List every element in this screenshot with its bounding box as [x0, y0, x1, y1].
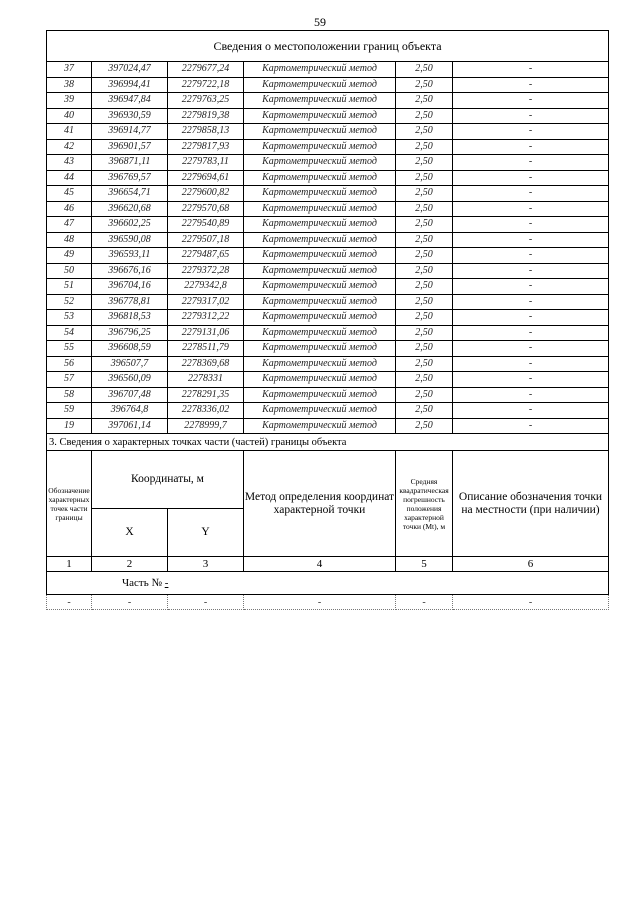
column-number: 3 [168, 557, 244, 572]
point-number-cell: 57 [47, 372, 92, 388]
table-row [47, 124, 609, 140]
table-row [47, 325, 609, 341]
description-cell: - [453, 248, 609, 264]
table-row [47, 248, 609, 264]
method-cell: Картометрический метод [244, 356, 396, 372]
point-number-cell: 41 [47, 124, 92, 140]
description-cell: - [453, 341, 609, 357]
column-number: 6 [453, 557, 609, 572]
y-coord-cell: 2278999,7 [168, 418, 244, 434]
description-cell: - [453, 294, 609, 310]
table-row [47, 356, 609, 372]
y-coord-cell: 2279819,38 [168, 108, 244, 124]
y-coord-cell: 2279858,13 [168, 124, 244, 140]
point-number-cell: 47 [47, 217, 92, 233]
x-coord-cell: 396654,71 [92, 186, 168, 202]
y-coord-cell: 2279677,24 [168, 62, 244, 78]
description-cell: - [453, 232, 609, 248]
empty-cell: - [244, 595, 396, 610]
description-cell: - [453, 418, 609, 434]
section-title: Сведения о местоположении границ объекта [47, 31, 609, 62]
y-coord-cell: 2278369,68 [168, 356, 244, 372]
x-coord-cell: 396602,25 [92, 217, 168, 233]
method-cell: Картометрический метод [244, 263, 396, 279]
empty-cell: - [396, 595, 453, 610]
table-row [47, 418, 609, 434]
point-number-cell: 46 [47, 201, 92, 217]
description-cell: - [453, 217, 609, 233]
method-cell: Картометрический метод [244, 294, 396, 310]
y-coord-cell: 2279570,68 [168, 201, 244, 217]
header-coords: Координаты, м [92, 451, 244, 509]
empty-cell: - [168, 595, 244, 610]
y-coord-cell: 2279342,8 [168, 279, 244, 295]
x-coord-cell: 396930,59 [92, 108, 168, 124]
header-method: Метод определения координат характерной точки [244, 451, 396, 557]
header-y: Y [168, 509, 244, 557]
mt-cell: 2,50 [396, 263, 453, 279]
y-coord-cell: 2278336,02 [168, 403, 244, 419]
x-coord-cell: 396818,53 [92, 310, 168, 326]
point-number-cell: 38 [47, 77, 92, 93]
point-number-cell: 39 [47, 93, 92, 109]
empty-cell: - [92, 595, 168, 610]
table-row [47, 139, 609, 155]
description-cell: - [453, 155, 609, 171]
method-cell: Картометрический метод [244, 372, 396, 388]
header-point: Обозначение характерных точек части границы [47, 451, 92, 557]
method-cell: Картометрический метод [244, 325, 396, 341]
header-desc: Описание обозначения точки на местности (при наличии) [453, 451, 609, 557]
mt-cell: 2,50 [396, 170, 453, 186]
column-number: 5 [396, 557, 453, 572]
y-coord-cell: 2279507,18 [168, 232, 244, 248]
mt-cell: 2,50 [396, 186, 453, 202]
section3-title-row [47, 434, 609, 451]
x-coord-cell: 396620,68 [92, 201, 168, 217]
point-number-cell: 43 [47, 155, 92, 171]
y-coord-cell: 2279722,18 [168, 77, 244, 93]
description-cell: - [453, 201, 609, 217]
point-number-cell: 58 [47, 387, 92, 403]
method-cell: Картометрический метод [244, 170, 396, 186]
y-coord-cell: 2279312,22 [168, 310, 244, 326]
x-coord-cell: 396507,7 [92, 356, 168, 372]
table-row [47, 217, 609, 233]
method-cell: Картометрический метод [244, 387, 396, 403]
column-number-row [47, 557, 609, 572]
description-cell: - [453, 139, 609, 155]
mt-cell: 2,50 [396, 403, 453, 419]
point-number-cell: 55 [47, 341, 92, 357]
mt-cell: 2,50 [396, 356, 453, 372]
x-coord-cell: 396707,48 [92, 387, 168, 403]
point-number-cell: 56 [47, 356, 92, 372]
method-cell: Картометрический метод [244, 77, 396, 93]
point-number-cell: 48 [47, 232, 92, 248]
y-coord-cell: 2279372,28 [168, 263, 244, 279]
empty-cell: - [47, 595, 92, 610]
x-coord-cell: 396947,84 [92, 93, 168, 109]
mt-cell: 2,50 [396, 93, 453, 109]
table-row [47, 155, 609, 171]
column-number: 2 [92, 557, 168, 572]
x-coord-cell: 396778,81 [92, 294, 168, 310]
x-coord-cell: 397024,47 [92, 62, 168, 78]
point-number-cell: 37 [47, 62, 92, 78]
mt-cell: 2,50 [396, 201, 453, 217]
point-number-cell: 51 [47, 279, 92, 295]
x-coord-cell: 396796,25 [92, 325, 168, 341]
header-mt: Средняя квадратическая погрешность положения характерной точки (Mt), м [396, 451, 453, 557]
description-cell: - [453, 310, 609, 326]
description-cell: - [453, 186, 609, 202]
table-row [47, 201, 609, 217]
description-cell: - [453, 93, 609, 109]
method-cell: Картометрический метод [244, 310, 396, 326]
description-cell: - [453, 372, 609, 388]
mt-cell: 2,50 [396, 294, 453, 310]
table-row [47, 372, 609, 388]
description-cell: - [453, 124, 609, 140]
table-row [47, 263, 609, 279]
x-coord-cell: 396560,09 [92, 372, 168, 388]
mt-cell: 2,50 [396, 62, 453, 78]
method-cell: Картометрический метод [244, 139, 396, 155]
part-value: - [164, 577, 169, 589]
description-cell: - [453, 108, 609, 124]
method-cell: Картометрический метод [244, 186, 396, 202]
description-cell: - [453, 77, 609, 93]
table-row [47, 403, 609, 419]
mt-cell: 2,50 [396, 124, 453, 140]
method-cell: Картометрический метод [244, 279, 396, 295]
y-coord-cell: 2279487,65 [168, 248, 244, 264]
method-cell: Картометрический метод [244, 341, 396, 357]
table-row [47, 387, 609, 403]
section-title-row [47, 31, 609, 62]
point-number-cell: 50 [47, 263, 92, 279]
part-cell [47, 572, 609, 595]
y-coord-cell: 2279783,11 [168, 155, 244, 171]
x-coord-cell: 396901,57 [92, 139, 168, 155]
table-row [47, 77, 609, 93]
method-cell: Картометрический метод [244, 93, 396, 109]
x-coord-cell: 396871,11 [92, 155, 168, 171]
table-row [47, 341, 609, 357]
point-number-cell: 42 [47, 139, 92, 155]
x-coord-cell: 396769,57 [92, 170, 168, 186]
description-cell: - [453, 279, 609, 295]
description-cell: - [453, 387, 609, 403]
y-coord-cell: 2278511,79 [168, 341, 244, 357]
header-x: X [92, 509, 168, 557]
table-row [47, 294, 609, 310]
x-coord-cell: 396764,8 [92, 403, 168, 419]
mt-cell: 2,50 [396, 108, 453, 124]
x-coord-cell: 396994,41 [92, 77, 168, 93]
method-cell: Картометрический метод [244, 418, 396, 434]
point-number-cell: 53 [47, 310, 92, 326]
mt-cell: 2,50 [396, 279, 453, 295]
table-row [47, 279, 609, 295]
method-cell: Картометрический метод [244, 201, 396, 217]
y-coord-cell: 2279540,89 [168, 217, 244, 233]
y-coord-cell: 2279763,25 [168, 93, 244, 109]
y-coord-cell: 2278331 [168, 372, 244, 388]
point-number-cell: 44 [47, 170, 92, 186]
point-number-cell: 59 [47, 403, 92, 419]
method-cell: Картометрический метод [244, 248, 396, 264]
table-row [47, 232, 609, 248]
x-coord-cell: 396676,16 [92, 263, 168, 279]
part-row [47, 572, 609, 595]
column-number: 4 [244, 557, 396, 572]
table-row [47, 310, 609, 326]
x-coord-cell: 396914,77 [92, 124, 168, 140]
x-coord-cell: 396608,59 [92, 341, 168, 357]
mt-cell: 2,50 [396, 77, 453, 93]
part-label: Часть № [122, 577, 162, 589]
empty-row [47, 595, 609, 610]
x-coord-cell: 396704,16 [92, 279, 168, 295]
mt-cell: 2,50 [396, 387, 453, 403]
x-coord-cell: 397061,14 [92, 418, 168, 434]
y-coord-cell: 2278291,35 [168, 387, 244, 403]
table-row [47, 93, 609, 109]
mt-cell: 2,50 [396, 325, 453, 341]
point-number-cell: 19 [47, 418, 92, 434]
method-cell: Картометрический метод [244, 108, 396, 124]
description-cell: - [453, 325, 609, 341]
y-coord-cell: 2279817,93 [168, 139, 244, 155]
mt-cell: 2,50 [396, 139, 453, 155]
table-row [47, 186, 609, 202]
point-number-cell: 54 [47, 325, 92, 341]
y-coord-cell: 2279317,02 [168, 294, 244, 310]
mt-cell: 2,50 [396, 217, 453, 233]
method-cell: Картометрический метод [244, 155, 396, 171]
table-row [47, 62, 609, 78]
point-number-cell: 40 [47, 108, 92, 124]
mt-cell: 2,50 [396, 418, 453, 434]
header-row-1 [47, 451, 609, 509]
point-number-cell: 52 [47, 294, 92, 310]
y-coord-cell: 2279600,82 [168, 186, 244, 202]
empty-cell: - [453, 595, 609, 610]
x-coord-cell: 396590,08 [92, 232, 168, 248]
method-cell: Картометрический метод [244, 62, 396, 78]
description-cell: - [453, 263, 609, 279]
point-number-cell: 45 [47, 186, 92, 202]
mt-cell: 2,50 [396, 232, 453, 248]
section3-title: 3. Сведения о характерных точках части (частей) границы объекта [47, 434, 609, 451]
x-coord-cell: 396593,11 [92, 248, 168, 264]
description-cell: - [453, 62, 609, 78]
mt-cell: 2,50 [396, 310, 453, 326]
boundary-table [46, 30, 609, 610]
table-row [47, 108, 609, 124]
method-cell: Картометрический метод [244, 232, 396, 248]
description-cell: - [453, 403, 609, 419]
mt-cell: 2,50 [396, 372, 453, 388]
method-cell: Картометрический метод [244, 217, 396, 233]
point-number-cell: 49 [47, 248, 92, 264]
description-cell: - [453, 170, 609, 186]
mt-cell: 2,50 [396, 248, 453, 264]
method-cell: Картометрический метод [244, 124, 396, 140]
page-number: 59 [314, 15, 326, 29]
description-cell: - [453, 356, 609, 372]
mt-cell: 2,50 [396, 155, 453, 171]
table-row [47, 170, 609, 186]
y-coord-cell: 2279131,06 [168, 325, 244, 341]
y-coord-cell: 2279694,61 [168, 170, 244, 186]
mt-cell: 2,50 [396, 341, 453, 357]
method-cell: Картометрический метод [244, 403, 396, 419]
column-number: 1 [47, 557, 92, 572]
